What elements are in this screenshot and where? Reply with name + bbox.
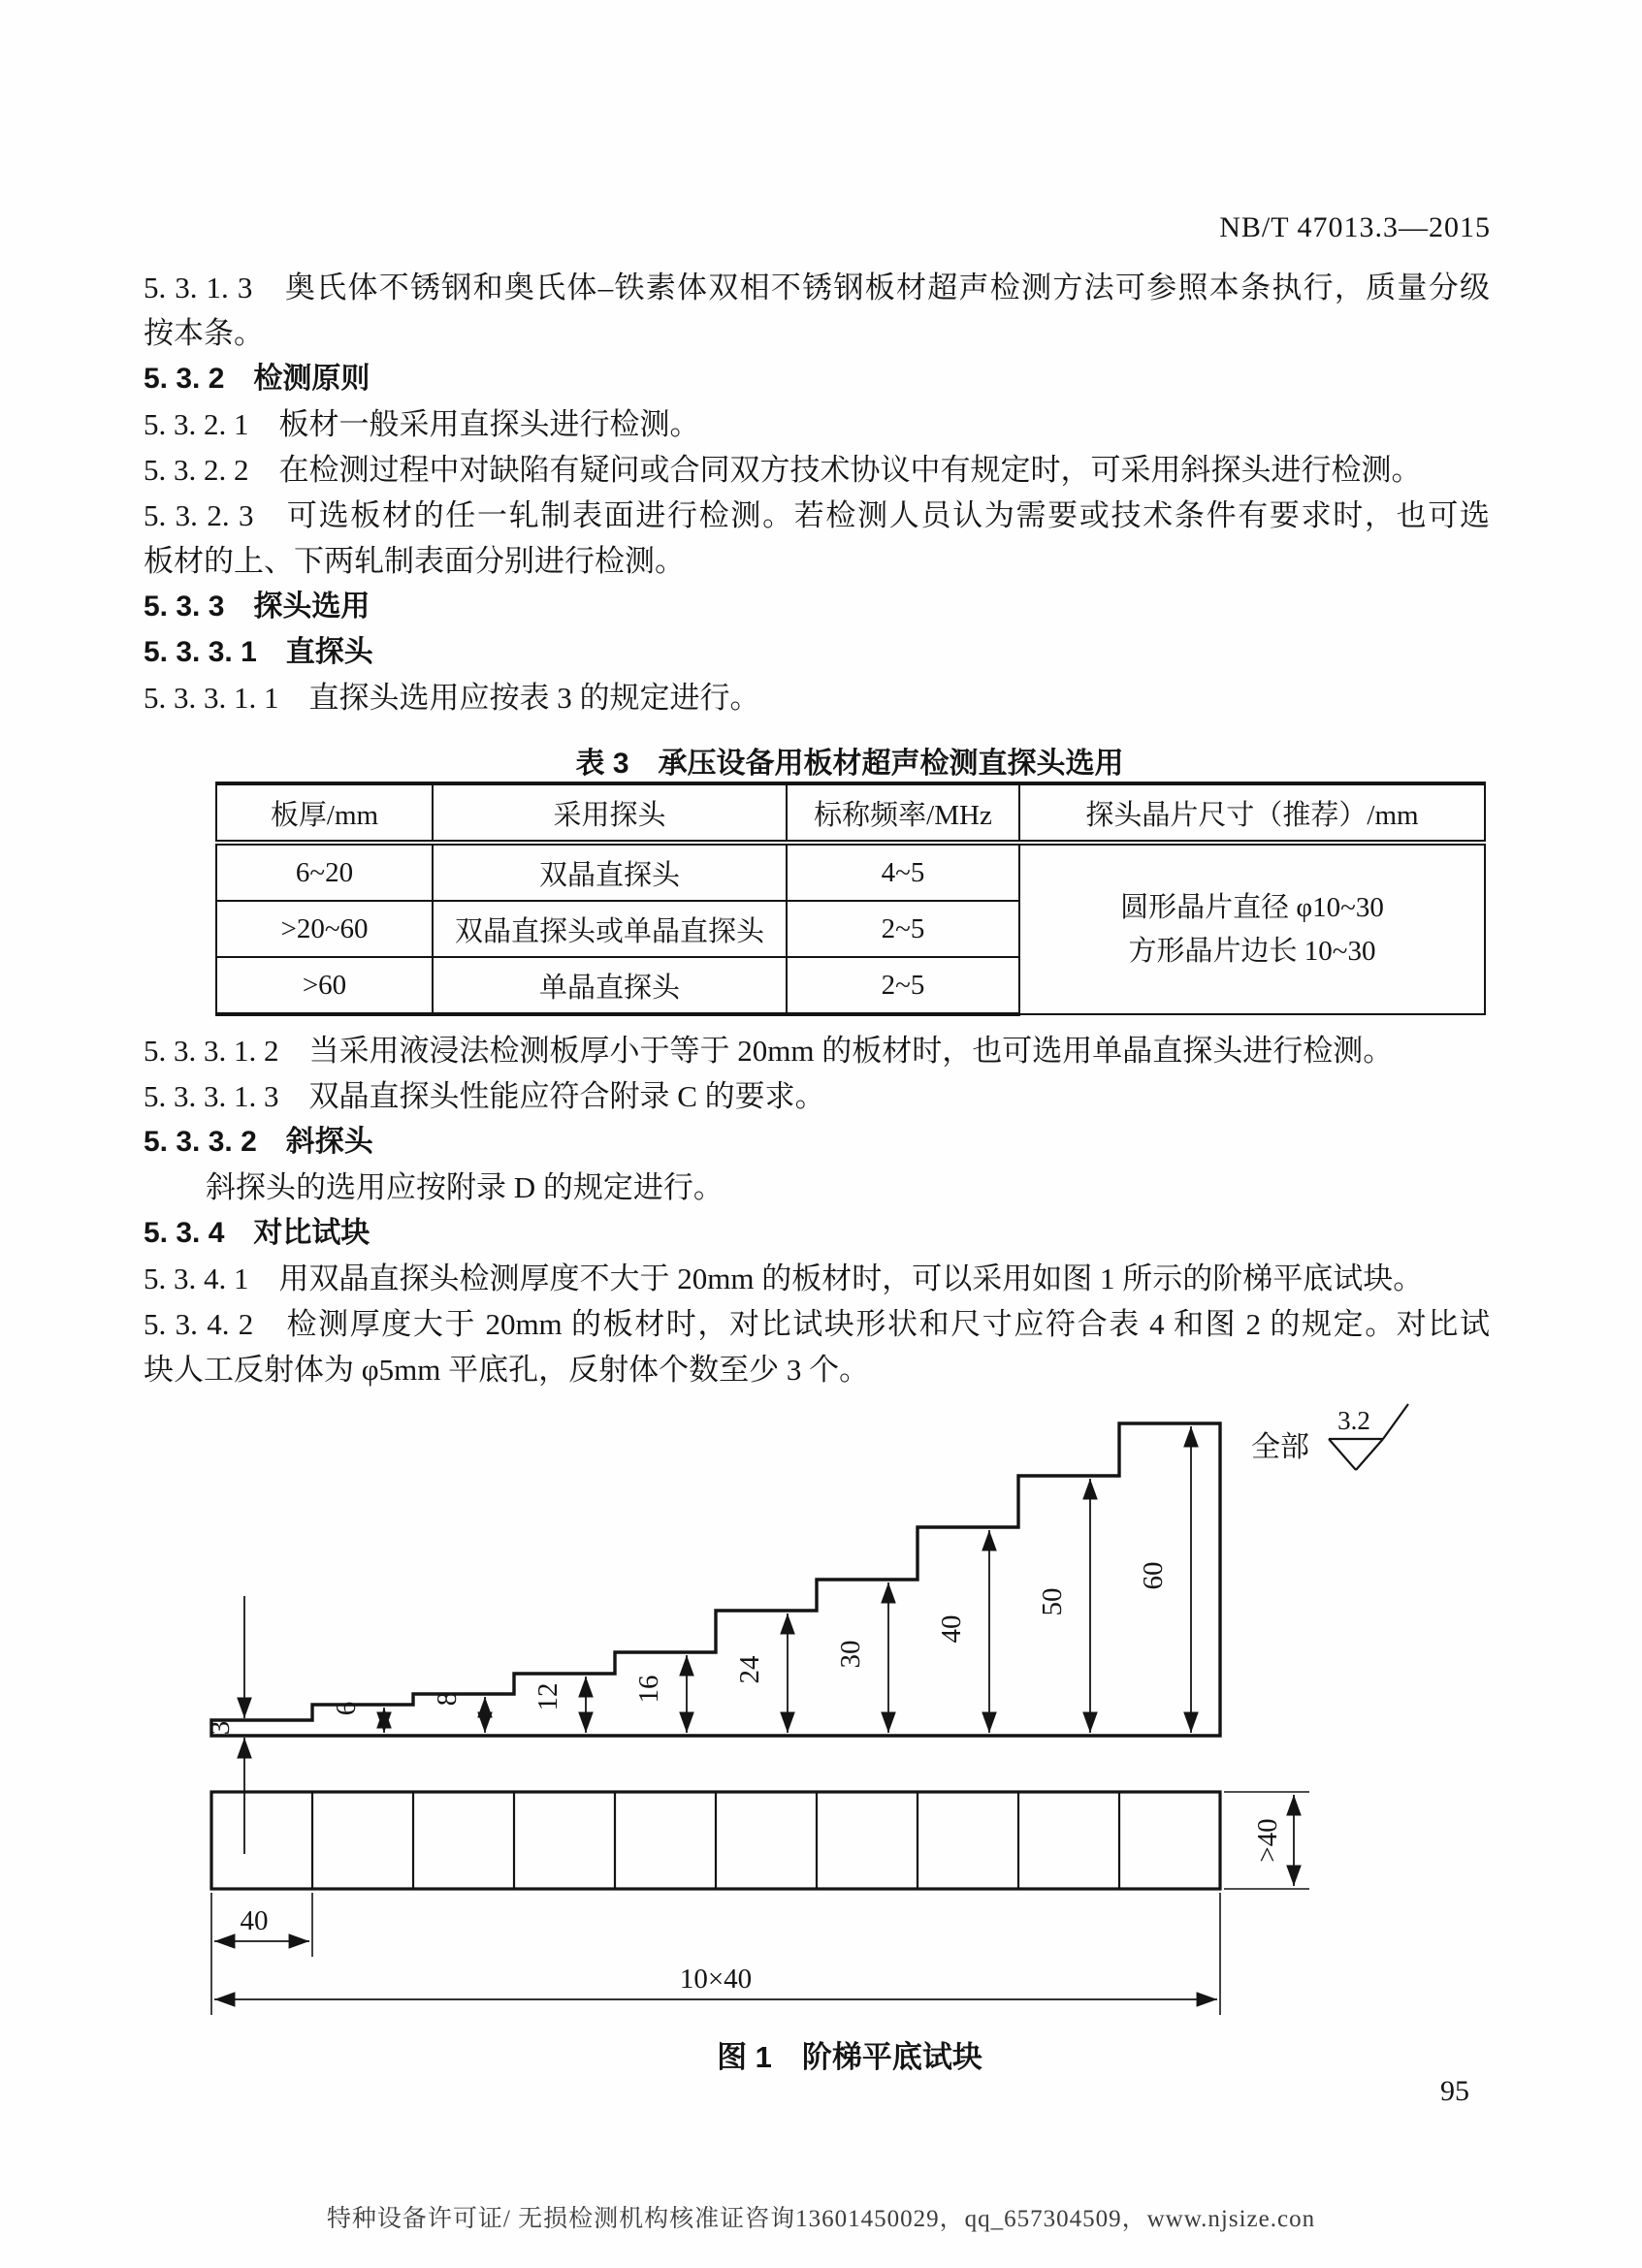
table3-row-1 [216, 843, 1485, 901]
table3-cell: 单晶直探头 [433, 957, 787, 1014]
table3-caption: 表 3 承压设备用板材超声检测直探头选用 [575, 748, 1124, 780]
figure1-caption: 图 1 阶梯平底试块 [717, 2040, 982, 2074]
para-5342-line1: 5. 3. 4. 2 检测厚度大于 20mm 的板材时，对比试块形状和尺寸应符合表 4 和图 2 的规定。对比试 [144, 1307, 1490, 1341]
para-5313-line1: 5. 3. 1. 3 奥氏体不锈钢和奥氏体–铁素体双相不锈钢板材超声检测方法可参照本条执行，质量分级 [144, 271, 1490, 304]
para-5323-line1: 5. 3. 2. 3 可选板材的任一轧制表面进行检测。若检测人员认为需要或技术条件有要求时，也可选 [144, 498, 1490, 532]
dim-label-step-width: 40 [240, 1905, 269, 1936]
heading-532: 5. 3. 2 检测原则 [144, 363, 370, 395]
table3-cell: 双晶直探头或单晶直探头 [433, 901, 787, 957]
figure1-step-wedge-drawing [165, 1396, 1484, 2036]
footer-certification-text: 特种设备许可证/ 无损检测机构核准证咨询13601450029，qq_657304509，www.njsize.con [326, 2206, 1316, 2232]
plan-view-dividers [312, 1792, 1119, 1889]
para-5321: 5. 3. 2. 1 板材一般采用直探头进行检测。 [144, 407, 700, 441]
table3-header-row [216, 783, 1485, 843]
table3-cell: >60 [216, 957, 433, 1014]
svg-text:50: 50 [1037, 1587, 1068, 1616]
table3-merged-line2: 方形晶片边长 10~30 [1128, 935, 1376, 967]
para-53313: 5. 3. 3. 1. 3 双晶直探头性能应符合附录 C 的要求。 [144, 1079, 825, 1113]
table3-cell: 双晶直探头 [433, 843, 787, 901]
para-5342-line2: 块人工反射体为 φ5mm 平底孔，反射体个数至少 3 个。 [144, 1353, 870, 1387]
surface-note-label: 全部 [1251, 1431, 1309, 1463]
table3-header-frequency: 标称频率/MHz [787, 783, 1019, 843]
table3-cell: 4~5 [787, 843, 1019, 901]
table3 [215, 782, 1486, 1016]
table3-cell: >20~60 [216, 901, 433, 957]
table3-cell: 2~5 [787, 901, 1019, 957]
heading-5332: 5. 3. 3. 2 斜探头 [144, 1126, 373, 1158]
heading-5331: 5. 3. 3. 1 直探头 [144, 636, 373, 668]
dim-label-plan-width: >40 [1252, 1818, 1283, 1863]
table3-header-thickness: 板厚/mm [216, 783, 433, 843]
para-5323-line2: 板材的上、下两轧制表面分别进行检测。 [144, 544, 685, 578]
para-53311: 5. 3. 3. 1. 1 直探头选用应按表 3 的规定进行。 [144, 681, 760, 715]
table3-header-crystal: 探头晶片尺寸（推荐）/mm [1019, 783, 1485, 843]
table3-merged-cell [1019, 843, 1485, 1014]
svg-text:6: 6 [331, 1701, 362, 1716]
para-5313-line2: 按本条。 [144, 316, 264, 350]
svg-text:8: 8 [432, 1691, 463, 1707]
dim-label-total-length: 10×40 [679, 1964, 753, 1995]
table3-header-probe: 采用探头 [433, 783, 787, 843]
standard-number-header: NB/T 47013.3—2015 [1219, 211, 1491, 243]
svg-text:30: 30 [835, 1640, 866, 1669]
page-number: 95 [1440, 2075, 1469, 2107]
svg-text:16: 16 [633, 1675, 664, 1704]
heading-533: 5. 3. 3 探头选用 [144, 591, 370, 623]
dimension-total-length [214, 1893, 1220, 2015]
para-5322: 5. 3. 2. 2 在检测过程中对缺陷有疑问或合同双方技术协议中有规定时，可采用斜探头进行检测。 [144, 453, 1422, 487]
svg-text:24: 24 [734, 1655, 765, 1684]
roughness-value: 3.2 [1337, 1406, 1370, 1435]
para-5332-body: 斜探头的选用应按附录 D 的规定进行。 [206, 1170, 724, 1204]
para-5341: 5. 3. 4. 1 用双晶直探头检测厚度不大于 20mm 的板材时，可以采用如图 1 所示的阶梯平底试块。 [144, 1262, 1424, 1295]
table3-merged-line1: 圆形晶片直径 φ10~30 [1120, 891, 1384, 923]
table3-cell: 2~5 [787, 957, 1019, 1014]
para-53312: 5. 3. 3. 1. 2 当采用液浸法检测板厚小于等于 20mm 的板材时，也可选用单晶直探头进行检测。 [144, 1034, 1394, 1068]
heading-534: 5. 3. 4 对比试块 [144, 1217, 370, 1249]
step-dimension-arrows [384, 1426, 1191, 1733]
svg-text:12: 12 [532, 1682, 563, 1711]
dim-label-3: 3 [205, 1720, 236, 1736]
svg-text:60: 60 [1138, 1561, 1169, 1590]
step-dimension-labels [331, 1562, 1169, 1716]
table3-cell: 6~20 [216, 843, 433, 901]
step-wedge-outline [211, 1423, 1220, 1736]
svg-text:40: 40 [936, 1614, 967, 1644]
